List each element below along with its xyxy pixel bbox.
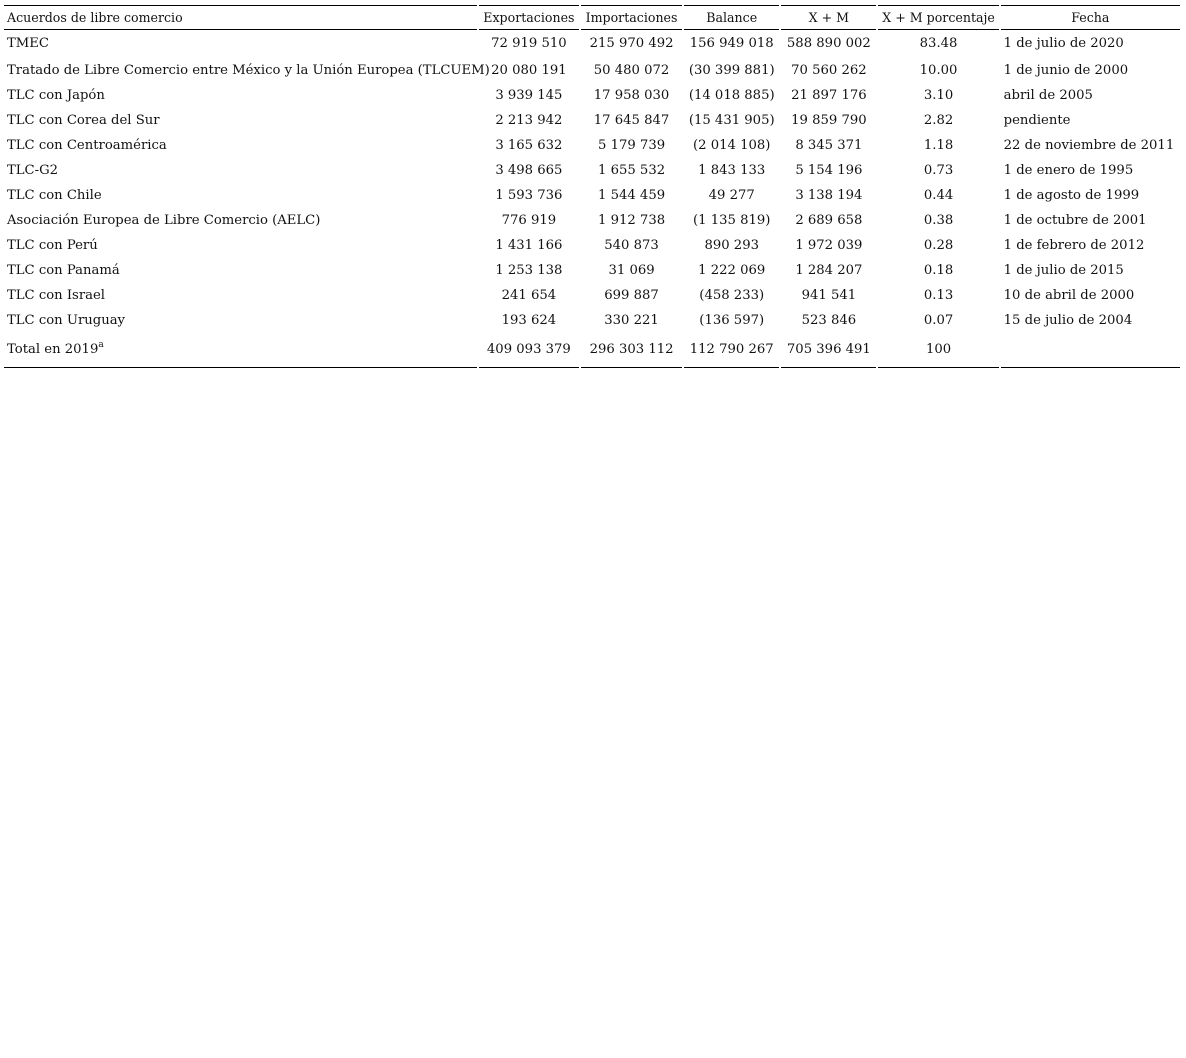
total-label: Total en 2019 <box>7 342 99 357</box>
xm-cell: 941 541 <box>801 288 857 303</box>
xm-cell: 19 859 790 <box>791 113 867 128</box>
total-xm: 705 396 491 <box>781 333 876 368</box>
date-cell: 10 de abril de 2000 <box>1003 288 1135 303</box>
agreement-name-cell: TLC con Japón <box>7 88 105 103</box>
exports-cell: 193 624 <box>501 313 557 328</box>
date-cell: 1 de julio de 2015 <box>1003 263 1124 278</box>
exports-cell: 1 253 138 <box>495 263 563 278</box>
xm-cell: 3 138 194 <box>795 188 863 203</box>
agreement-name-cell: TLC con Uruguay <box>7 313 126 328</box>
xm-percent-cell: 1.18 <box>923 138 954 153</box>
balance-cell: (30 399 881) <box>688 63 775 78</box>
xm-percent-cell: 0.13 <box>923 288 954 303</box>
table-row <box>4 83 1180 108</box>
imports-cell: 1 655 532 <box>597 163 666 178</box>
date-cell: 1 de junio de 2000 <box>1003 63 1129 78</box>
xm-cell: 70 560 262 <box>791 63 867 78</box>
xm-percent-cell: 0.18 <box>923 263 954 278</box>
agreement-name-cell: TLC con Corea del Sur <box>7 113 160 128</box>
balance-cell: (2 014 108) <box>693 138 771 153</box>
exports-cell: 3 939 145 <box>495 88 563 103</box>
agreement-name-cell: TLC-G2 <box>7 163 59 178</box>
header-date: Fecha <box>1001 5 1180 30</box>
exports-cell: 3 165 632 <box>495 138 563 153</box>
balance-cell: (14 018 885) <box>688 88 775 103</box>
balance-cell: 890 293 <box>704 238 759 253</box>
xm-percent-cell: 0.44 <box>923 188 954 203</box>
header-row <box>4 5 1180 30</box>
agreement-name-cell: TLC con Chile <box>7 188 102 203</box>
xm-cell: 588 890 002 <box>786 36 871 51</box>
table-row <box>4 158 1180 183</box>
date-cell: abril de 2005 <box>1003 88 1093 103</box>
exports-cell: 241 654 <box>501 288 557 303</box>
total-imports: 296 303 112 <box>581 333 682 368</box>
xm-cell: 523 846 <box>801 313 857 328</box>
table-row <box>4 30 1180 58</box>
exports-cell: 776 919 <box>501 213 557 228</box>
date-cell: pendiente <box>1003 113 1071 128</box>
exports-cell: 1 593 736 <box>495 188 563 203</box>
balance-cell: 156 949 018 <box>689 36 774 51</box>
trade-agreements-table <box>2 5 1182 368</box>
date-cell: 1 de enero de 1995 <box>1003 163 1134 178</box>
agreement-name-cell: TLC con Perú <box>7 238 98 253</box>
total-footnote-marker: a <box>98 340 104 350</box>
xm-cell: 21 897 176 <box>791 88 867 103</box>
date-cell: 15 de julio de 2004 <box>1003 313 1133 328</box>
imports-cell: 540 873 <box>604 238 659 253</box>
balance-cell: 49 277 <box>708 188 755 203</box>
date-cell: 1 de octubre de 2001 <box>1003 213 1147 228</box>
date-cell: 1 de julio de 2020 <box>1003 36 1124 51</box>
imports-cell: 215 970 492 <box>589 36 674 51</box>
imports-cell: 31 069 <box>608 263 655 278</box>
date-cell: 1 de agosto de 1999 <box>1003 188 1140 203</box>
xm-percent-cell: 0.28 <box>923 238 954 253</box>
balance-cell: 1 222 069 <box>698 263 766 278</box>
total-date <box>1001 333 1180 368</box>
xm-cell: 2 689 658 <box>795 213 863 228</box>
xm-percent-cell: 0.07 <box>923 313 954 328</box>
header-exports: Exportaciones <box>479 5 579 30</box>
total-row <box>4 333 1180 368</box>
imports-cell: 17 645 847 <box>593 113 670 128</box>
table-row <box>4 308 1180 333</box>
total-exports: 409 093 379 <box>479 333 579 368</box>
exports-cell: 20 080 191 <box>491 63 567 78</box>
agreement-name-cell: TLC con Israel <box>7 288 106 303</box>
table-row <box>4 233 1180 258</box>
imports-cell: 699 887 <box>604 288 659 303</box>
xm-percent-cell: 10.00 <box>919 63 958 78</box>
balance-cell: (458 233) <box>699 288 765 303</box>
balance-cell: (136 597) <box>699 313 765 328</box>
header-xm-percent: X + M porcentaje <box>878 5 998 30</box>
date-cell: 1 de febrero de 2012 <box>1003 238 1145 253</box>
xm-cell: 1 284 207 <box>795 263 863 278</box>
balance-cell: (15 431 905) <box>688 113 775 128</box>
exports-cell: 72 919 510 <box>491 36 567 51</box>
imports-cell: 50 480 072 <box>593 63 670 78</box>
imports-cell: 330 221 <box>604 313 659 328</box>
imports-cell: 1 912 738 <box>597 213 666 228</box>
table-row <box>4 58 1180 83</box>
table-row <box>4 133 1180 158</box>
balance-cell: (1 135 819) <box>693 213 771 228</box>
trade-agreements-table-container <box>4 5 1182 368</box>
imports-cell: 1 544 459 <box>597 188 666 203</box>
agreement-name-cell: TLC con Centroamérica <box>7 138 167 153</box>
agreement-name-cell: Tratado de Libre Comercio entre México y la Unión Europea (TLCUEM) <box>7 63 490 78</box>
table-footer <box>4 333 1180 368</box>
table-body <box>4 30 1180 333</box>
header-imports: Importaciones <box>581 5 682 30</box>
total-label-cell <box>4 333 477 368</box>
exports-cell: 2 213 942 <box>495 113 563 128</box>
agreement-name-cell: TLC con Panamá <box>7 263 120 278</box>
imports-cell: 5 179 739 <box>597 138 666 153</box>
exports-cell: 1 431 166 <box>495 238 563 253</box>
exports-cell: 3 498 665 <box>495 163 563 178</box>
header-agreements: Acuerdos de libre comercio <box>4 5 477 30</box>
xm-cell: 8 345 371 <box>795 138 863 153</box>
header-xm: X + M <box>781 5 876 30</box>
xm-percent-cell: 0.73 <box>923 163 954 178</box>
xm-cell: 1 972 039 <box>795 238 863 253</box>
table-row <box>4 258 1180 283</box>
header-balance: Balance <box>684 5 779 30</box>
xm-percent-cell: 3.10 <box>923 88 954 103</box>
table-header <box>4 5 1180 30</box>
total-xm-percent: 100 <box>878 333 998 368</box>
table-row <box>4 283 1180 308</box>
imports-cell: 17 958 030 <box>593 88 670 103</box>
agreement-name-cell: Asociación Europea de Libre Comercio (AELC) <box>7 213 321 228</box>
total-balance: 112 790 267 <box>684 333 779 368</box>
table-row <box>4 208 1180 233</box>
balance-cell: 1 843 133 <box>698 163 766 178</box>
table-row <box>4 108 1180 133</box>
table-row <box>4 183 1180 208</box>
xm-cell: 5 154 196 <box>795 163 863 178</box>
agreement-name-cell: TMEC <box>7 36 50 51</box>
xm-percent-cell: 2.82 <box>923 113 954 128</box>
xm-percent-cell: 0.38 <box>923 213 954 228</box>
xm-percent-cell: 83.48 <box>919 36 958 51</box>
date-cell: 22 de noviembre de 2011 <box>1003 138 1175 153</box>
